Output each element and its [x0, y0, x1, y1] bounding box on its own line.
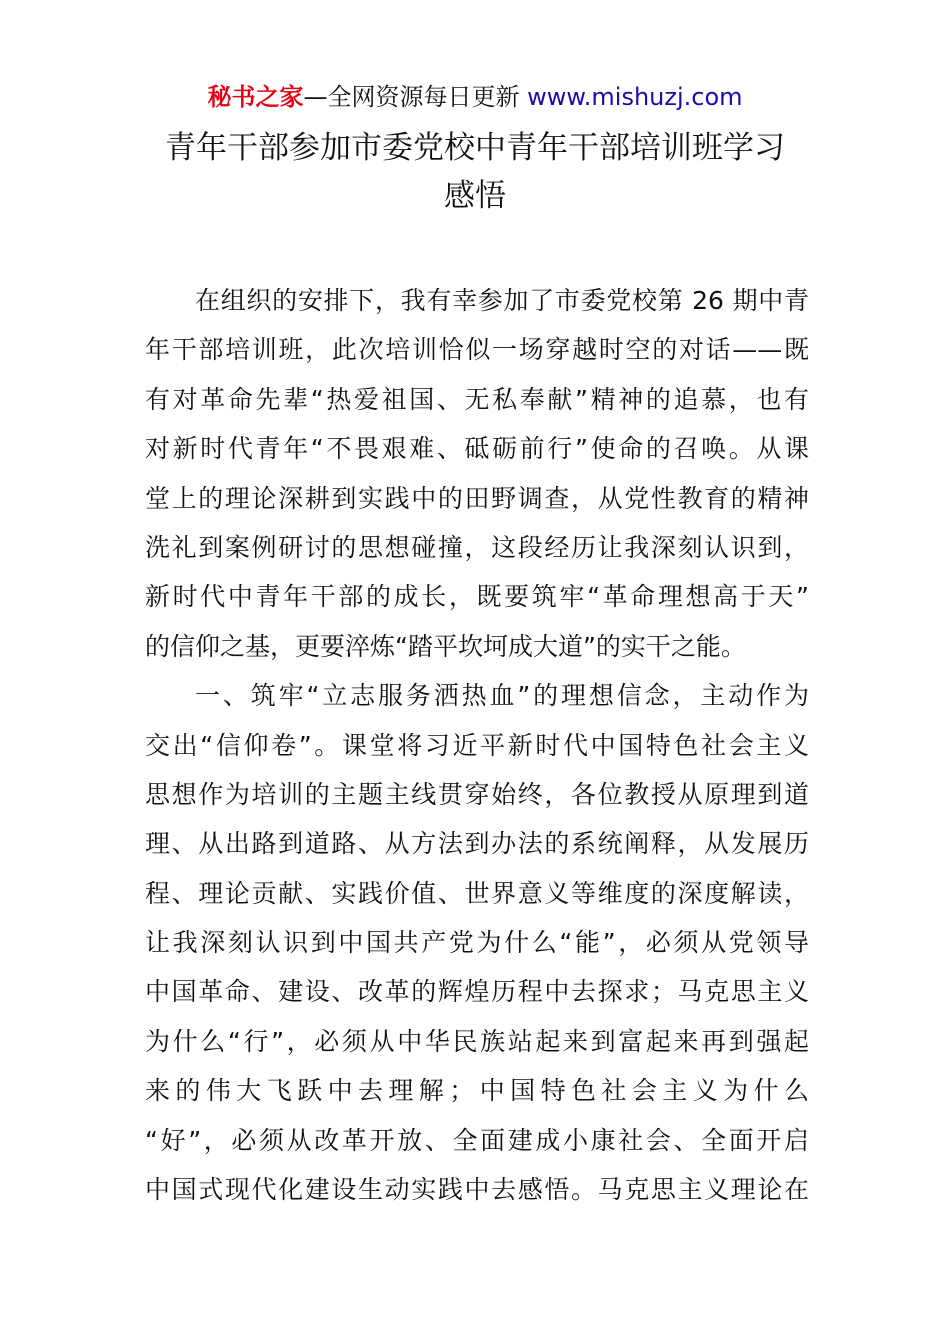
- text-line: 为什么“行”，必须从中华民族站起来到富起来再到强起: [145, 1026, 809, 1056]
- text-line: 洗礼到案例研讨的思想碰撞，这段经历让我深刻认识到，: [145, 532, 809, 562]
- title-line-1: 青年干部参加市委党校中青年干部培训班学习: [165, 130, 785, 166]
- text-line: 中国革命、建设、改革的辉煌历程中去探求；马克思主义: [145, 977, 809, 1007]
- text-line: 新时代中青年干部的成长，既要筑牢“革命理想高于天”: [145, 582, 809, 612]
- text-line: 堂上的理论深耕到实践中的田野调查，从党性教育的精神: [145, 483, 809, 513]
- text-line: 让我深刻认识到中国共产党为什么“能”，必须从党领导: [145, 928, 809, 958]
- text-line: 年干部培训班，此次培训恰似一场穿越时空的对话——既: [145, 335, 809, 365]
- site-header: [0, 80, 950, 114]
- text-line: 程、理论贡献、实践价值、世界意义等维度的深度解读，: [145, 878, 809, 908]
- text-line: 一、筑牢“立志服务洒热血”的理想信念，主动作为: [195, 681, 809, 711]
- text-line: 的信仰之基，更要淬炼“踏平坎坷成大道”的实干之能。: [145, 631, 746, 661]
- text-line: 有对革命先辈“热爱祖国、无私奉献”精神的追慕，也有: [145, 384, 809, 414]
- text-line: 在组织的安排下，我有幸参加了市委党校第 26 期中青: [195, 286, 809, 315]
- header-tagline: —全网资源每日更新: [303, 83, 528, 111]
- text-line: 思想作为培训的主题主线贯穿始终，各位教授从原理到道: [145, 779, 809, 809]
- document-body: [145, 276, 809, 1214]
- text-line: 对新时代青年“不畏艰难、砥砺前行”使命的召唤。从课: [145, 434, 809, 464]
- text-line: 中国式现代化建设生动实践中去感悟。马克思主义理论在: [145, 1175, 809, 1205]
- text-line: “好”，必须从改革开放、全面建成小康社会、全面开启: [145, 1125, 809, 1155]
- document-title: [0, 124, 950, 220]
- text-line: 交出“信仰卷”。课堂将习近平新时代中国特色社会主义: [145, 730, 809, 760]
- brand-name: 秘书之家: [207, 83, 304, 111]
- title-line-2: 感悟: [444, 178, 506, 214]
- paragraph-2: [145, 671, 809, 1214]
- paragraph-1: [145, 276, 809, 671]
- text-line: 来的伟大飞跃中去理解；中国特色社会主义为什么: [145, 1076, 809, 1106]
- site-url-link[interactable]: www.mishuzj.com: [527, 83, 743, 111]
- text-line: 理、从出路到道路、从方法到办法的系统阐释，从发展历: [145, 829, 809, 859]
